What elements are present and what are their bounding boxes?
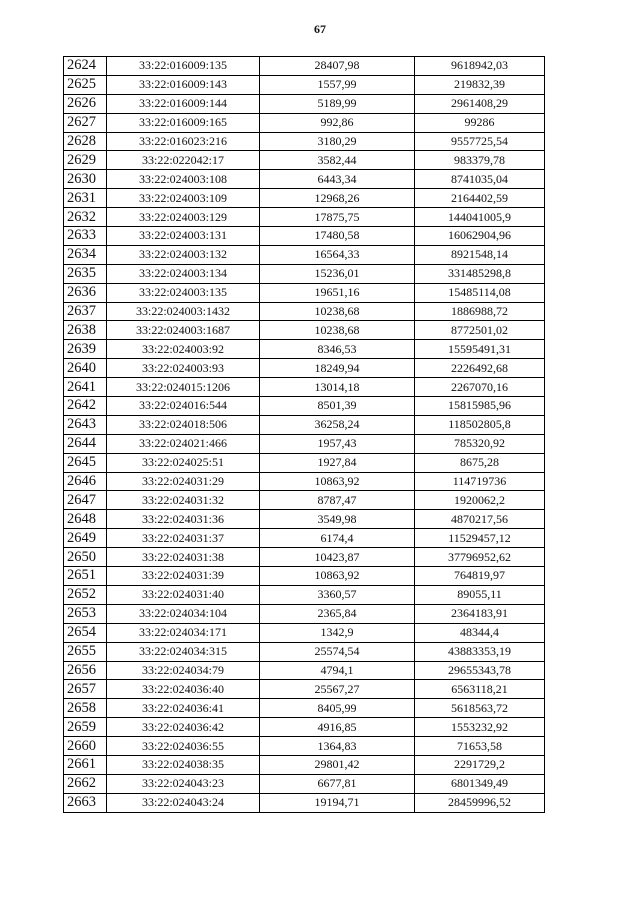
table-row — [64, 604, 545, 623]
value1-cell: 10238,68 — [260, 302, 415, 321]
table-row — [64, 378, 545, 397]
row-number-cell: 2625 — [64, 75, 107, 94]
value1-cell: 10423,87 — [260, 548, 415, 567]
table-row — [64, 491, 545, 510]
value2-cell: 2291729,2 — [415, 755, 545, 774]
cadastral-number-cell: 33:22:024003:109 — [107, 189, 260, 208]
row-number-cell: 2648 — [64, 510, 107, 529]
value2-cell: 2226492,68 — [415, 359, 545, 378]
value2-cell: 8921548,14 — [415, 245, 545, 264]
table-row — [64, 699, 545, 718]
row-number-cell: 2628 — [64, 132, 107, 151]
table-row — [64, 680, 545, 699]
table-row — [64, 113, 545, 132]
table-row — [64, 227, 545, 246]
cadastral-number-cell: 33:22:024034:104 — [107, 604, 260, 623]
table-row — [64, 302, 545, 321]
row-number-cell: 2644 — [64, 434, 107, 453]
table-row — [64, 189, 545, 208]
row-number-cell: 2636 — [64, 283, 107, 302]
row-number-cell: 2649 — [64, 529, 107, 548]
row-number-cell: 2658 — [64, 699, 107, 718]
row-number-cell: 2634 — [64, 245, 107, 264]
cadastral-number-cell: 33:22:024034:171 — [107, 623, 260, 642]
value1-cell: 29801,42 — [260, 755, 415, 774]
value1-cell: 6174,4 — [260, 529, 415, 548]
value2-cell: 15485114,08 — [415, 283, 545, 302]
table-row — [64, 529, 545, 548]
value1-cell: 10863,92 — [260, 567, 415, 586]
table-row — [64, 151, 545, 170]
row-number-cell: 2657 — [64, 680, 107, 699]
table-row — [64, 264, 545, 283]
cadastral-number-cell: 33:22:024031:40 — [107, 585, 260, 604]
value2-cell: 9557725,54 — [415, 132, 545, 151]
table-row — [64, 718, 545, 737]
table-row — [64, 245, 545, 264]
table-row — [64, 774, 545, 793]
value1-cell: 18249,94 — [260, 359, 415, 378]
table-row — [64, 415, 545, 434]
cadastral-number-cell: 33:22:024036:41 — [107, 699, 260, 718]
table-row — [64, 642, 545, 661]
cadastral-number-cell: 33:22:024003:135 — [107, 283, 260, 302]
value2-cell: 764819,97 — [415, 567, 545, 586]
value2-cell: 983379,78 — [415, 151, 545, 170]
value1-cell: 1927,84 — [260, 453, 415, 472]
value2-cell: 48344,4 — [415, 623, 545, 642]
value1-cell: 17875,75 — [260, 208, 415, 227]
value2-cell: 9618942,03 — [415, 57, 545, 76]
value1-cell: 3549,98 — [260, 510, 415, 529]
row-number-cell: 2632 — [64, 208, 107, 227]
cadastral-number-cell: 33:22:024031:32 — [107, 491, 260, 510]
value1-cell: 12968,26 — [260, 189, 415, 208]
value1-cell: 6677,81 — [260, 774, 415, 793]
value2-cell: 29655343,78 — [415, 661, 545, 680]
value2-cell: 15815985,96 — [415, 397, 545, 416]
value1-cell: 25574,54 — [260, 642, 415, 661]
table-row — [64, 472, 545, 491]
table-row — [64, 57, 545, 76]
row-number-cell: 2647 — [64, 491, 107, 510]
value1-cell: 3582,44 — [260, 151, 415, 170]
cadastral-number-cell: 33:22:024031:38 — [107, 548, 260, 567]
value1-cell: 3360,57 — [260, 585, 415, 604]
row-number-cell: 2653 — [64, 604, 107, 623]
row-number-cell: 2641 — [64, 378, 107, 397]
value2-cell: 118502805,8 — [415, 415, 545, 434]
table-row — [64, 397, 545, 416]
value2-cell: 4870217,56 — [415, 510, 545, 529]
value2-cell: 15595491,31 — [415, 340, 545, 359]
value2-cell: 5618563,72 — [415, 699, 545, 718]
table-row — [64, 755, 545, 774]
row-number-cell: 2650 — [64, 548, 107, 567]
value1-cell: 8405,99 — [260, 699, 415, 718]
value1-cell: 13014,18 — [260, 378, 415, 397]
value1-cell: 4916,85 — [260, 718, 415, 737]
value1-cell: 3180,29 — [260, 132, 415, 151]
value2-cell: 8772501,02 — [415, 321, 545, 340]
value2-cell: 8741035,04 — [415, 170, 545, 189]
cadastral-number-cell: 33:22:024016:544 — [107, 397, 260, 416]
value1-cell: 8501,39 — [260, 397, 415, 416]
row-number-cell: 2633 — [64, 227, 107, 246]
value2-cell: 37796952,62 — [415, 548, 545, 567]
row-number-cell: 2638 — [64, 321, 107, 340]
registry-table-body — [64, 57, 545, 813]
row-number-cell: 2643 — [64, 415, 107, 434]
cadastral-number-cell: 33:22:024038:35 — [107, 755, 260, 774]
row-number-cell: 2651 — [64, 567, 107, 586]
registry-table — [63, 56, 545, 813]
cadastral-number-cell: 33:22:024031:39 — [107, 567, 260, 586]
table-row — [64, 434, 545, 453]
cadastral-number-cell: 33:22:024031:29 — [107, 472, 260, 491]
row-number-cell: 2656 — [64, 661, 107, 680]
cadastral-number-cell: 33:22:024003:132 — [107, 245, 260, 264]
value1-cell: 19194,71 — [260, 793, 415, 812]
cadastral-number-cell: 33:22:024025:51 — [107, 453, 260, 472]
value2-cell: 1920062,2 — [415, 491, 545, 510]
row-number-cell: 2637 — [64, 302, 107, 321]
value2-cell: 89055,11 — [415, 585, 545, 604]
table-row — [64, 510, 545, 529]
table-row — [64, 94, 545, 113]
cadastral-number-cell: 33:22:024034:315 — [107, 642, 260, 661]
value1-cell: 16564,33 — [260, 245, 415, 264]
value2-cell: 331485298,8 — [415, 264, 545, 283]
table-row — [64, 453, 545, 472]
value2-cell: 2364183,91 — [415, 604, 545, 623]
row-number-cell: 2646 — [64, 472, 107, 491]
value2-cell: 2267070,16 — [415, 378, 545, 397]
row-number-cell: 2629 — [64, 151, 107, 170]
row-number-cell: 2659 — [64, 718, 107, 737]
cadastral-number-cell: 33:22:024021:466 — [107, 434, 260, 453]
cadastral-number-cell: 33:22:024036:40 — [107, 680, 260, 699]
cadastral-number-cell: 33:22:016009:144 — [107, 94, 260, 113]
value1-cell: 5189,99 — [260, 94, 415, 113]
row-number-cell: 2655 — [64, 642, 107, 661]
value1-cell: 10863,92 — [260, 472, 415, 491]
row-number-cell: 2626 — [64, 94, 107, 113]
row-number-cell: 2627 — [64, 113, 107, 132]
value2-cell: 99286 — [415, 113, 545, 132]
cadastral-number-cell: 33:22:016009:143 — [107, 75, 260, 94]
cadastral-number-cell: 33:22:016009:165 — [107, 113, 260, 132]
cadastral-number-cell: 33:22:024003:129 — [107, 208, 260, 227]
table-row — [64, 623, 545, 642]
cadastral-number-cell: 33:22:024034:79 — [107, 661, 260, 680]
cadastral-number-cell: 33:22:024043:23 — [107, 774, 260, 793]
cadastral-number-cell: 33:22:024003:108 — [107, 170, 260, 189]
row-number-cell: 2660 — [64, 737, 107, 756]
page-number: 67 — [314, 22, 326, 36]
value1-cell: 17480,58 — [260, 227, 415, 246]
table-row — [64, 75, 545, 94]
value1-cell: 1342,9 — [260, 623, 415, 642]
value2-cell: 114719736 — [415, 472, 545, 491]
cadastral-number-cell: 33:22:024036:55 — [107, 737, 260, 756]
cadastral-number-cell: 33:22:024003:1687 — [107, 321, 260, 340]
cadastral-number-cell: 33:22:024003:134 — [107, 264, 260, 283]
value2-cell: 16062904,96 — [415, 227, 545, 246]
table-row — [64, 585, 545, 604]
value2-cell: 28459996,52 — [415, 793, 545, 812]
table-row — [64, 283, 545, 302]
cadastral-number-cell: 33:22:024031:36 — [107, 510, 260, 529]
value1-cell: 6443,34 — [260, 170, 415, 189]
row-number-cell: 2640 — [64, 359, 107, 378]
cadastral-number-cell: 33:22:024003:1432 — [107, 302, 260, 321]
cadastral-number-cell: 33:22:024036:42 — [107, 718, 260, 737]
cadastral-number-cell: 33:22:016009:135 — [107, 57, 260, 76]
row-number-cell: 2654 — [64, 623, 107, 642]
value1-cell: 992,86 — [260, 113, 415, 132]
cadastral-number-cell: 33:22:024003:131 — [107, 227, 260, 246]
cadastral-number-cell: 33:22:022042:17 — [107, 151, 260, 170]
value1-cell: 15236,01 — [260, 264, 415, 283]
row-number-cell: 2663 — [64, 793, 107, 812]
table-row — [64, 321, 545, 340]
cadastral-number-cell: 33:22:024018:506 — [107, 415, 260, 434]
value2-cell: 785320,92 — [415, 434, 545, 453]
value1-cell: 8787,47 — [260, 491, 415, 510]
value1-cell: 4794,1 — [260, 661, 415, 680]
value1-cell: 36258,24 — [260, 415, 415, 434]
value1-cell: 1364,83 — [260, 737, 415, 756]
value2-cell: 144041005,9 — [415, 208, 545, 227]
cadastral-number-cell: 33:22:024003:92 — [107, 340, 260, 359]
value1-cell: 1957,43 — [260, 434, 415, 453]
value1-cell: 1557,99 — [260, 75, 415, 94]
value2-cell: 2961408,29 — [415, 94, 545, 113]
value1-cell: 25567,27 — [260, 680, 415, 699]
value2-cell: 8675,28 — [415, 453, 545, 472]
row-number-cell: 2624 — [64, 57, 107, 76]
value1-cell: 10238,68 — [260, 321, 415, 340]
value2-cell: 43883353,19 — [415, 642, 545, 661]
table-row — [64, 132, 545, 151]
value2-cell: 1553232,92 — [415, 718, 545, 737]
table-row — [64, 208, 545, 227]
row-number-cell: 2639 — [64, 340, 107, 359]
value2-cell: 219832,39 — [415, 75, 545, 94]
row-number-cell: 2635 — [64, 264, 107, 283]
cadastral-number-cell: 33:22:024043:24 — [107, 793, 260, 812]
table-row — [64, 359, 545, 378]
value2-cell: 71653,58 — [415, 737, 545, 756]
table-row — [64, 340, 545, 359]
value2-cell: 6563118,21 — [415, 680, 545, 699]
value2-cell: 11529457,12 — [415, 529, 545, 548]
cadastral-number-cell: 33:22:024003:93 — [107, 359, 260, 378]
cadastral-number-cell: 33:22:016023:216 — [107, 132, 260, 151]
table-row — [64, 170, 545, 189]
row-number-cell: 2645 — [64, 453, 107, 472]
table-row — [64, 793, 545, 812]
row-number-cell: 2662 — [64, 774, 107, 793]
row-number-cell: 2642 — [64, 397, 107, 416]
row-number-cell: 2630 — [64, 170, 107, 189]
table-row — [64, 567, 545, 586]
value1-cell: 28407,98 — [260, 57, 415, 76]
row-number-cell: 2652 — [64, 585, 107, 604]
value1-cell: 19651,16 — [260, 283, 415, 302]
value2-cell: 2164402,59 — [415, 189, 545, 208]
row-number-cell: 2631 — [64, 189, 107, 208]
value1-cell: 8346,53 — [260, 340, 415, 359]
table-row — [64, 548, 545, 567]
table-row — [64, 661, 545, 680]
value2-cell: 6801349,49 — [415, 774, 545, 793]
row-number-cell: 2661 — [64, 755, 107, 774]
value2-cell: 1886988,72 — [415, 302, 545, 321]
cadastral-number-cell: 33:22:024015:1206 — [107, 378, 260, 397]
value1-cell: 2365,84 — [260, 604, 415, 623]
table-row — [64, 737, 545, 756]
cadastral-number-cell: 33:22:024031:37 — [107, 529, 260, 548]
